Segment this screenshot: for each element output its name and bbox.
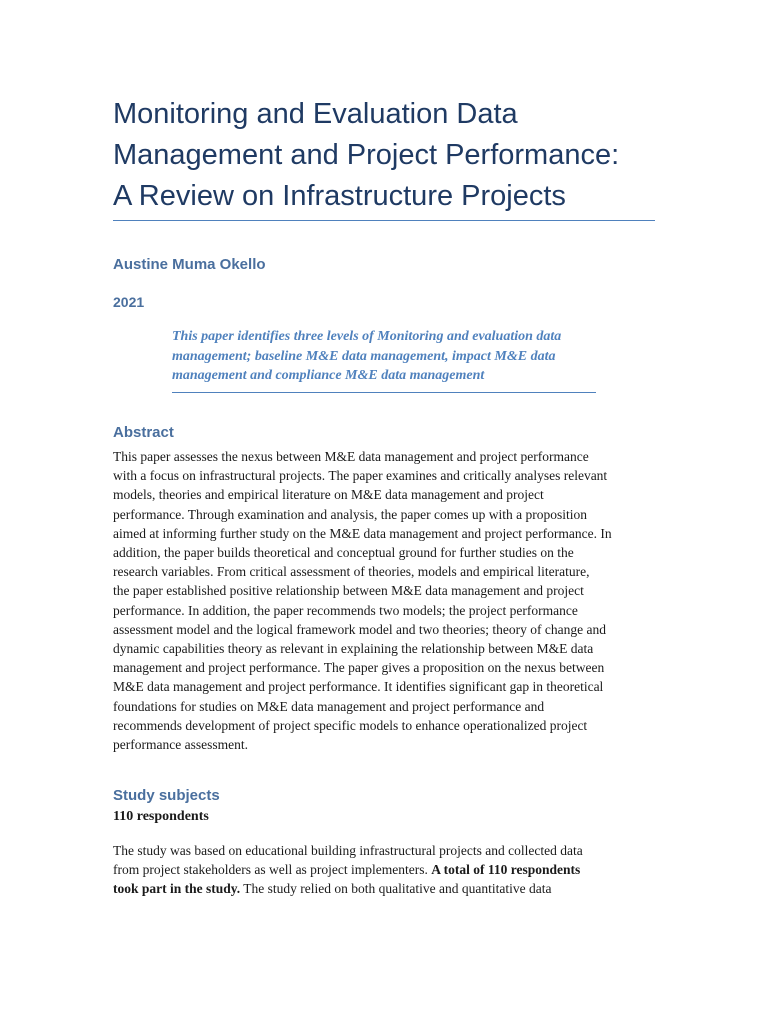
publication-year: 2021	[113, 294, 145, 310]
abstract-heading: Abstract	[113, 424, 174, 441]
study-line	[113, 860, 653, 879]
abstract-line: performance assessment.	[113, 737, 248, 753]
abstract-line: management and project performance. The paper gives a proposition on the nexus between	[113, 660, 605, 676]
abstract-line: with a focus on infrastructural projects. The paper examines and critically analyses relevant	[113, 468, 608, 484]
abstract-line: aimed at informing further study on the M&E data management and project performance. In	[113, 525, 612, 541]
abstract-line: addition, the paper builds theoretical and conceptual ground for further studies on the	[113, 545, 574, 561]
study-text-bold: A total of 110 respondents	[431, 862, 581, 878]
study-text-bold: took part in the study.	[113, 881, 241, 897]
summary-line: This paper identifies three levels of Monitoring and evaluation data	[172, 329, 562, 344]
summary-line: management; baseline M&E data management, impact M&E data	[172, 348, 556, 364]
study-subjects-heading: Study subjects	[113, 787, 220, 804]
study-text: from project stakeholders as well as project implementers.	[113, 862, 432, 878]
paper-title	[113, 94, 673, 217]
abstract-line: M&E data management and project performance. It identifies significant gap in theoretical	[113, 679, 604, 695]
summary-line: management and compliance M&E data management	[172, 368, 485, 383]
abstract-line: the paper established positive relationship between M&E data management and project	[113, 583, 584, 599]
abstract-line: This paper assesses the nexus between M&E data management and project performance	[113, 449, 589, 464]
title-line: A Review on Infrastructure Projects	[113, 180, 566, 212]
abstract-line: foundations for studies on M&E data management and project performance and	[113, 698, 545, 714]
abstract-line: performance. In addition, the paper recommends two models; the project performance	[113, 602, 578, 618]
title-line: Monitoring and Evaluation Data	[113, 98, 518, 130]
abstract-line: recommends development of project specific models to enhance operationalized project	[113, 717, 588, 733]
abstract-line: assessment model and the logical framework model and two theories; theory of change and	[113, 621, 606, 637]
abstract-line: dynamic capabilities theory as relevant in explaining the relationship between M&E data	[113, 641, 594, 657]
study-text: The study relied on both qualitative and quantitative data	[240, 881, 552, 897]
summary-pull-quote	[172, 327, 596, 393]
abstract-line: models, theories and empirical literature on M&E data management and project	[113, 487, 544, 503]
study-paragraph	[113, 841, 653, 899]
abstract-paragraph	[113, 447, 661, 754]
abstract-line: performance. Through examination and analysis, the paper comes up with a proposition	[113, 506, 587, 522]
study-line	[113, 879, 653, 898]
title-line: Management and Project Performance:	[113, 139, 620, 171]
abstract-line: research variables. From critical assessment of theories, models and empirical literature,	[113, 564, 590, 580]
author-name: Austine Muma Okello	[113, 256, 266, 273]
respondent-count: 110 respondents	[113, 809, 209, 824]
study-line: The study was based on educational building infrastructural projects and collected data	[113, 843, 583, 858]
title-divider	[113, 220, 655, 221]
